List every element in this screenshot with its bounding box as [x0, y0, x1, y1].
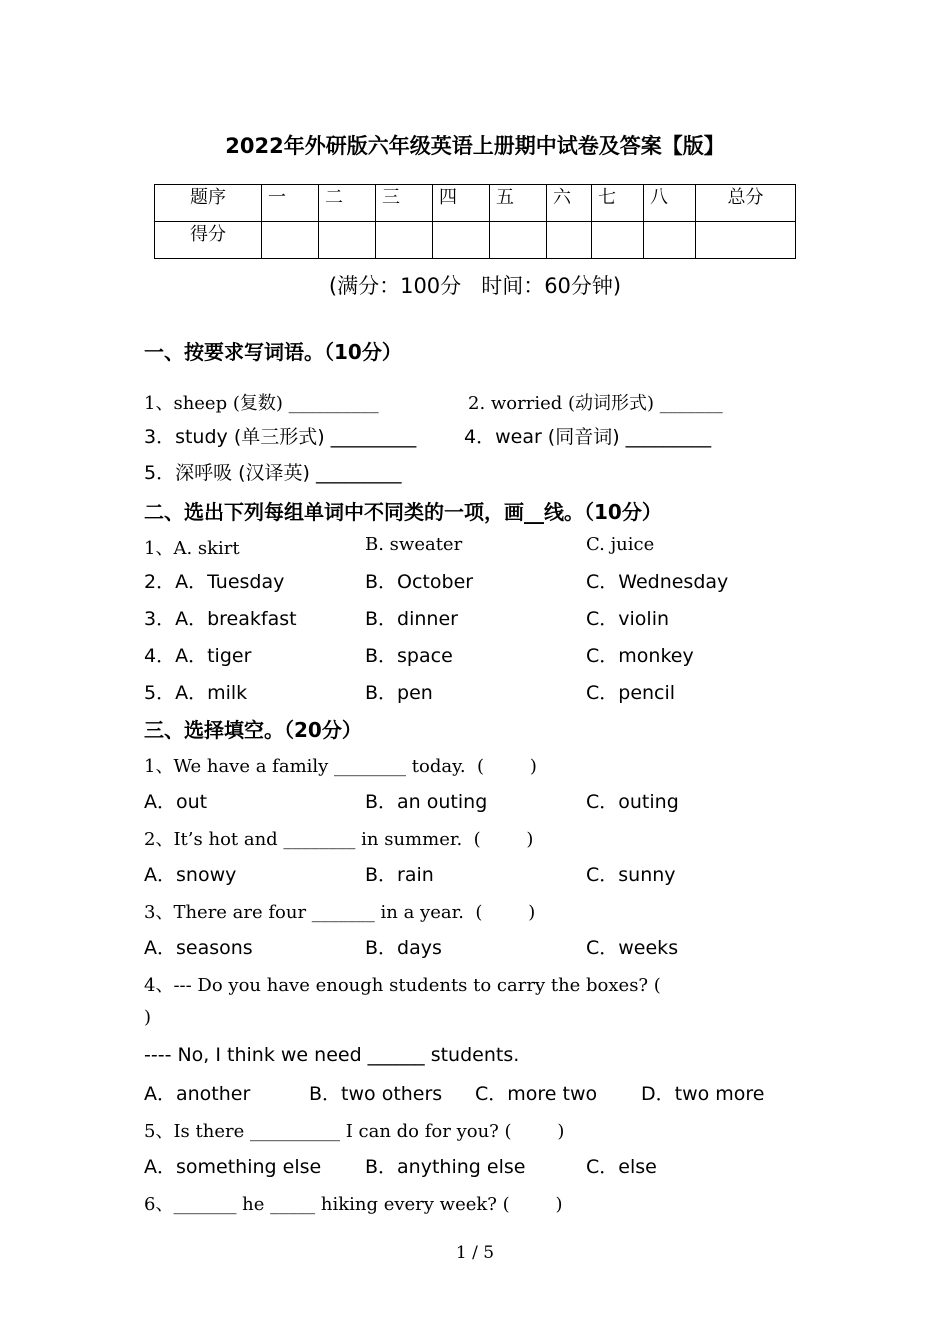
option: C．outing — [586, 791, 679, 813]
option: C．violin — [586, 608, 670, 630]
question: 5、Is there __________ I can do for you? ( ) — [144, 1121, 565, 1142]
option: B．pen — [365, 682, 433, 704]
table-cell: 总分 — [696, 185, 796, 222]
question: 3、There are four _______ in a year. ( ) — [144, 902, 536, 923]
section-heading: 二、选出下列每组单词中不同类的一项，画__线。（10分） — [144, 500, 662, 524]
option: C．pencil — [586, 682, 676, 704]
option: C．weeks — [586, 937, 679, 959]
score-table — [154, 184, 796, 259]
option: B．space — [365, 645, 453, 667]
option: 5．A．milk — [144, 682, 248, 704]
table-cell: 四 — [433, 185, 490, 222]
table-cell: 题序 — [155, 185, 262, 222]
page-number: 1 / 5 — [455, 1243, 495, 1263]
option: C．Wednesday — [586, 571, 729, 593]
question: 1、sheep (复数) __________ — [144, 393, 379, 414]
option: A．seasons — [144, 937, 253, 959]
option: B．anything else — [365, 1156, 526, 1178]
question: 1、We have a family ________ today. ( ) — [144, 756, 537, 777]
question-continuation: ) — [144, 1007, 152, 1028]
option: A．out — [144, 791, 208, 813]
option: D．two more — [641, 1083, 765, 1105]
option: C．else — [586, 1156, 657, 1178]
question: 4．wear (同音词) _________ — [464, 426, 712, 448]
table-row — [155, 222, 796, 259]
option: B．days — [365, 937, 442, 959]
table-cell — [490, 222, 547, 259]
table-cell: 三 — [376, 185, 433, 222]
option: 4．A．tiger — [144, 645, 252, 667]
option: A．something else — [144, 1156, 322, 1178]
table-cell: 六 — [547, 185, 592, 222]
table-cell: 二 — [319, 185, 376, 222]
exam-timing: (满分：100分 时间：60分钟) — [328, 274, 622, 298]
table-row — [155, 185, 796, 222]
table-cell — [592, 222, 644, 259]
table-cell: 五 — [490, 185, 547, 222]
option: B．October — [365, 571, 474, 593]
table-cell: 一 — [262, 185, 319, 222]
option: C．monkey — [586, 645, 694, 667]
table-cell — [433, 222, 490, 259]
table-cell — [319, 222, 376, 259]
option: A．snowy — [144, 864, 237, 886]
table-cell — [376, 222, 433, 259]
option: C. juice — [586, 534, 655, 555]
option: A．another — [144, 1083, 251, 1105]
table-cell: 七 — [592, 185, 644, 222]
table-cell: 八 — [644, 185, 696, 222]
table-cell — [262, 222, 319, 259]
question: 3．study (单三形式) _________ — [144, 426, 417, 448]
page-title: 2022年外研版六年级英语上册期中试卷及答案【版】 — [225, 134, 725, 158]
table-cell — [644, 222, 696, 259]
table-cell — [547, 222, 592, 259]
option: C．sunny — [586, 864, 676, 886]
table-cell — [696, 222, 796, 259]
question-line: ---- No, I think we need ______ students. — [144, 1044, 520, 1066]
option: B．two others — [309, 1083, 443, 1105]
option: B．dinner — [365, 608, 458, 630]
option: 2．A．Tuesday — [144, 571, 285, 593]
section-heading: 三、选择填空。（20分） — [144, 718, 362, 742]
question: 4、--- Do you have enough students to carry the boxes? ( — [144, 975, 661, 996]
question: 6、_______ he _____ hiking every week? ( ) — [144, 1194, 563, 1215]
option: B. sweater — [365, 534, 463, 555]
section-heading: 一、按要求写词语。（10分） — [144, 340, 402, 364]
table-cell: 得分 — [155, 222, 262, 259]
option: C．more two — [475, 1083, 598, 1105]
option: 3．A．breakfast — [144, 608, 297, 630]
question: 2. worried (动词形式) _______ — [468, 393, 723, 414]
option: B．an outing — [365, 791, 488, 813]
question: 5．深呼吸 (汉译英) _________ — [144, 462, 402, 484]
question: 2、It’s hot and ________ in summer. ( ) — [144, 829, 534, 850]
option: 1、A. skirt — [144, 538, 240, 559]
option: B．rain — [365, 864, 434, 886]
